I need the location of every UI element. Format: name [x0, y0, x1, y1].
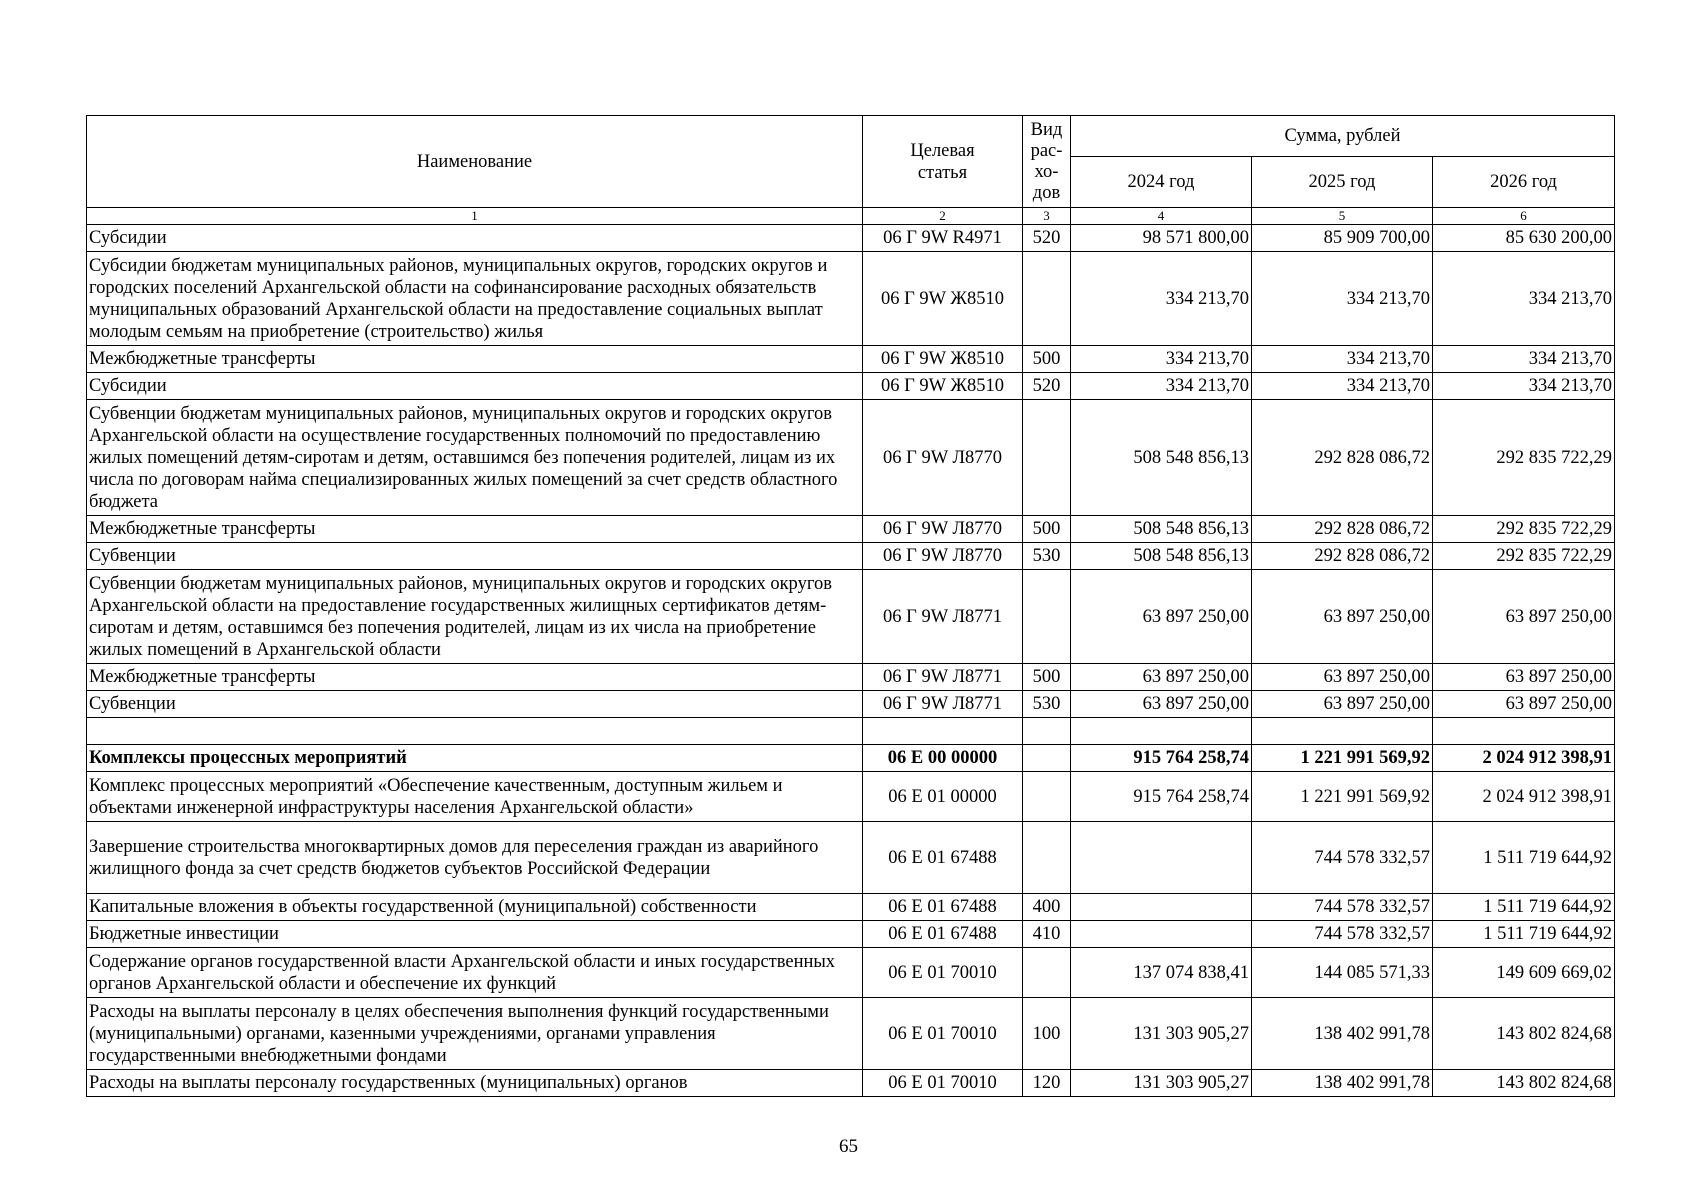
table-row	[87, 998, 1615, 1070]
row-amount-2024: 334 213,70	[1071, 346, 1252, 373]
row-expense-type: 530	[1023, 543, 1071, 570]
table-row	[87, 225, 1615, 252]
row-expense-type: 500	[1023, 664, 1071, 691]
table-row	[87, 252, 1615, 346]
row-amount-2025: 144 085 571,33	[1252, 948, 1433, 998]
row-amount-2025: 292 828 086,72	[1252, 543, 1433, 570]
table-row	[87, 691, 1615, 718]
row-amount-2025: 63 897 250,00	[1252, 570, 1433, 664]
row-expense-type	[1023, 948, 1071, 998]
table-row	[87, 664, 1615, 691]
row-expense-type	[1023, 772, 1071, 822]
row-amount-2024: 334 213,70	[1071, 252, 1252, 346]
row-name	[87, 718, 863, 745]
row-name: Расходы на выплаты персоналу в целях обеспечения выполнения функций государственными (муниципальными) органами, казенными учреждениями, органами управления государственными внебюджетными фондами	[87, 998, 863, 1070]
row-expense-type	[1023, 252, 1071, 346]
row-amount-2024: 131 303 905,27	[1071, 1070, 1252, 1097]
row-name: Субвенции	[87, 691, 863, 718]
row-expense-type	[1023, 718, 1071, 745]
table-row	[87, 516, 1615, 543]
row-amount-2025: 63 897 250,00	[1252, 664, 1433, 691]
table-row	[87, 400, 1615, 516]
row-name: Субсидии	[87, 225, 863, 252]
row-target-article: 06 Е 01 70010	[863, 998, 1023, 1070]
row-amount-2024: 508 548 856,13	[1071, 543, 1252, 570]
row-target-article: 06 Г 9W Л8771	[863, 570, 1023, 664]
row-target-article: 06 Г 9W Л8770	[863, 516, 1023, 543]
row-amount-2026: 85 630 200,00	[1433, 225, 1615, 252]
table-row	[87, 894, 1615, 921]
row-amount-2024: 508 548 856,13	[1071, 400, 1252, 516]
table-row	[87, 948, 1615, 998]
row-name: Субсидии бюджетам муниципальных районов, муниципальных округов, городских округов и городских поселений Архангельской области на софинансирование расходных обязательств муниципальных образований Архангельской области на предоставление социальных выплат молодым семьям на приобретение (строительство) жилья	[87, 252, 863, 346]
row-amount-2026: 2 024 912 398,91	[1433, 745, 1615, 772]
row-amount-2024: 131 303 905,27	[1071, 998, 1252, 1070]
row-target-article: 06 Г 9W Л8770	[863, 543, 1023, 570]
header-name: Наименование	[87, 116, 863, 208]
column-number: 3	[1023, 208, 1071, 225]
row-amount-2026: 334 213,70	[1433, 373, 1615, 400]
row-expense-type: 410	[1023, 921, 1071, 948]
row-amount-2025: 334 213,70	[1252, 346, 1433, 373]
table-row	[87, 373, 1615, 400]
row-amount-2026: 292 835 722,29	[1433, 400, 1615, 516]
table-row	[87, 718, 1615, 745]
table-row	[87, 543, 1615, 570]
table-row	[87, 921, 1615, 948]
row-amount-2024	[1071, 822, 1252, 894]
row-amount-2026: 63 897 250,00	[1433, 691, 1615, 718]
row-amount-2025: 744 578 332,57	[1252, 894, 1433, 921]
row-amount-2026: 292 835 722,29	[1433, 516, 1615, 543]
budget-table	[86, 115, 1615, 1097]
row-amount-2024: 508 548 856,13	[1071, 516, 1252, 543]
row-target-article: 06 Г 9W Ж8510	[863, 373, 1023, 400]
row-amount-2025: 334 213,70	[1252, 252, 1433, 346]
row-amount-2026: 334 213,70	[1433, 252, 1615, 346]
row-amount-2026: 1 511 719 644,92	[1433, 822, 1615, 894]
row-amount-2024: 98 571 800,00	[1071, 225, 1252, 252]
row-expense-type: 520	[1023, 225, 1071, 252]
row-expense-type: 520	[1023, 373, 1071, 400]
row-amount-2026: 334 213,70	[1433, 346, 1615, 373]
column-number: 4	[1071, 208, 1252, 225]
row-amount-2024: 63 897 250,00	[1071, 664, 1252, 691]
column-number: 1	[87, 208, 863, 225]
row-amount-2024	[1071, 894, 1252, 921]
row-amount-2025: 292 828 086,72	[1252, 400, 1433, 516]
column-number-row	[87, 208, 1615, 225]
row-amount-2025: 1 221 991 569,92	[1252, 745, 1433, 772]
row-name: Комплекс процессных мероприятий «Обеспечение качественным, доступным жильем и объектами инженерной инфраструктуры населения Архангельской области»	[87, 772, 863, 822]
row-amount-2026: 1 511 719 644,92	[1433, 894, 1615, 921]
row-expense-type: 500	[1023, 516, 1071, 543]
row-amount-2024: 334 213,70	[1071, 373, 1252, 400]
row-expense-type	[1023, 400, 1071, 516]
row-name: Содержание органов государственной власти Архангельской области и иных государственных органов Архангельской области и обеспечение их функций	[87, 948, 863, 998]
row-amount-2025: 334 213,70	[1252, 373, 1433, 400]
row-amount-2025: 744 578 332,57	[1252, 822, 1433, 894]
row-amount-2025: 744 578 332,57	[1252, 921, 1433, 948]
row-amount-2025: 85 909 700,00	[1252, 225, 1433, 252]
row-name: Субвенции бюджетам муниципальных районов, муниципальных округов и городских округов Архангельской области на предоставление государственных жилищных сертификатов детям-сиротам и детям, оставшимся без попечения родителей, лицам из их числа на приобретение жилых помещений в Архангельской области	[87, 570, 863, 664]
header-sum: Сумма, рублей	[1071, 116, 1615, 157]
row-name: Субвенции	[87, 543, 863, 570]
row-target-article: 06 Г 9W R4971	[863, 225, 1023, 252]
table-row	[87, 822, 1615, 894]
column-number: 6	[1433, 208, 1615, 225]
table-row	[87, 745, 1615, 772]
row-amount-2026: 1 511 719 644,92	[1433, 921, 1615, 948]
row-amount-2024: 63 897 250,00	[1071, 691, 1252, 718]
row-amount-2024	[1071, 921, 1252, 948]
row-amount-2026: 143 802 824,68	[1433, 998, 1615, 1070]
row-target-article: 06 Г 9W Л8771	[863, 664, 1023, 691]
header-row-top	[87, 116, 1615, 157]
row-amount-2026: 149 609 669,02	[1433, 948, 1615, 998]
row-amount-2025	[1252, 718, 1433, 745]
row-target-article: 06 Е 01 67488	[863, 921, 1023, 948]
row-target-article: 06 Е 01 67488	[863, 894, 1023, 921]
row-target-article: 06 Г 9W Ж8510	[863, 346, 1023, 373]
row-amount-2025: 138 402 991,78	[1252, 998, 1433, 1070]
row-name: Расходы на выплаты персоналу государственных (муниципальных) органов	[87, 1070, 863, 1097]
row-amount-2024	[1071, 718, 1252, 745]
row-amount-2025: 1 221 991 569,92	[1252, 772, 1433, 822]
row-amount-2026	[1433, 718, 1615, 745]
row-amount-2024: 915 764 258,74	[1071, 745, 1252, 772]
row-expense-type: 530	[1023, 691, 1071, 718]
row-name: Межбюджетные трансферты	[87, 664, 863, 691]
row-expense-type: 120	[1023, 1070, 1071, 1097]
table-row	[87, 346, 1615, 373]
row-amount-2025: 292 828 086,72	[1252, 516, 1433, 543]
header-target-article: Целевая статья	[863, 116, 1023, 208]
column-number: 5	[1252, 208, 1433, 225]
header-expense-type: Вид рас- хо- дов	[1023, 116, 1071, 208]
header-year-2024: 2024 год	[1071, 157, 1252, 208]
header-year-2025: 2025 год	[1252, 157, 1433, 208]
row-target-article: 06 Е 01 00000	[863, 772, 1023, 822]
row-amount-2026: 63 897 250,00	[1433, 570, 1615, 664]
header-year-2026: 2026 год	[1433, 157, 1615, 208]
table-row	[87, 570, 1615, 664]
row-target-article: 06 Г 9W Л8770	[863, 400, 1023, 516]
row-name: Субсидии	[87, 373, 863, 400]
row-name: Межбюджетные трансферты	[87, 346, 863, 373]
row-expense-type: 100	[1023, 998, 1071, 1070]
row-expense-type: 400	[1023, 894, 1071, 921]
row-amount-2025: 63 897 250,00	[1252, 691, 1433, 718]
row-name: Завершение строительства многоквартирных домов для переселения граждан из аварийного жилищного фонда за счет средств бюджетов субъектов Российской Федерации	[87, 822, 863, 894]
row-name: Субвенции бюджетам муниципальных районов, муниципальных округов и городских округов Архангельской области на осуществление государственных полномочий по предоставлению жилых помещений детям-сиротам и детям, оставшимся без попечения родителей, лицам из их числа по договорам найма специализированных жилых помещений за счет средств областного бюджета	[87, 400, 863, 516]
row-amount-2025: 138 402 991,78	[1252, 1070, 1433, 1097]
row-amount-2026: 2 024 912 398,91	[1433, 772, 1615, 822]
row-name: Комплексы процессных мероприятий	[87, 745, 863, 772]
row-target-article: 06 Г 9W Л8771	[863, 691, 1023, 718]
row-target-article: 06 Е 00 00000	[863, 745, 1023, 772]
row-amount-2026: 292 835 722,29	[1433, 543, 1615, 570]
row-amount-2026: 63 897 250,00	[1433, 664, 1615, 691]
table-row	[87, 1070, 1615, 1097]
row-target-article: 06 Е 01 70010	[863, 1070, 1023, 1097]
row-target-article: 06 Г 9W Ж8510	[863, 252, 1023, 346]
page-number: 65	[839, 1136, 858, 1157]
row-target-article	[863, 718, 1023, 745]
row-amount-2024: 915 764 258,74	[1071, 772, 1252, 822]
table-row	[87, 772, 1615, 822]
row-amount-2024: 137 074 838,41	[1071, 948, 1252, 998]
row-expense-type	[1023, 570, 1071, 664]
row-amount-2026: 143 802 824,68	[1433, 1070, 1615, 1097]
row-expense-type	[1023, 822, 1071, 894]
row-amount-2024: 63 897 250,00	[1071, 570, 1252, 664]
row-name: Межбюджетные трансферты	[87, 516, 863, 543]
row-name: Бюджетные инвестиции	[87, 921, 863, 948]
row-name: Капитальные вложения в объекты государственной (муниципальной) собственности	[87, 894, 863, 921]
row-expense-type: 500	[1023, 346, 1071, 373]
column-number: 2	[863, 208, 1023, 225]
row-target-article: 06 Е 01 70010	[863, 948, 1023, 998]
row-expense-type	[1023, 745, 1071, 772]
row-target-article: 06 Е 01 67488	[863, 822, 1023, 894]
